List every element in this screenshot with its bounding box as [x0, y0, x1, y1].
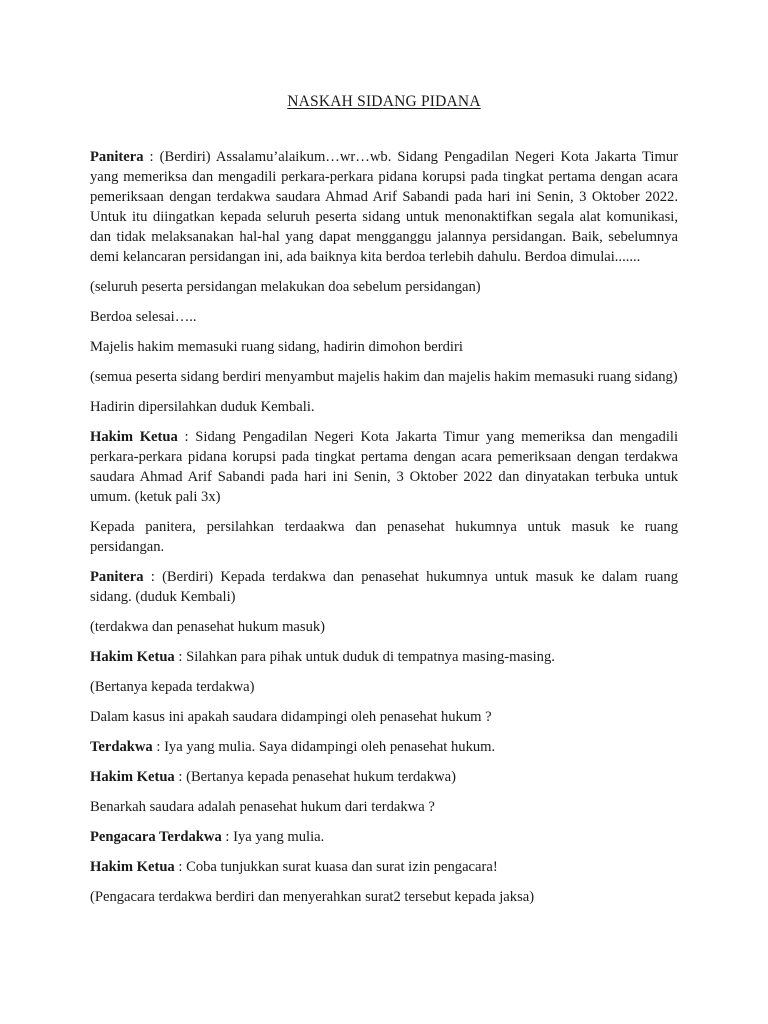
paragraph — [90, 767, 678, 787]
paragraph-text: : Iya yang mulia. Saya didampingi oleh penasehat hukum. — [152, 739, 496, 755]
paragraph-text: Hadirin dipersilahkan duduk Kembali. — [90, 399, 315, 415]
paragraph-text: : (Bertanya kepada penasehat hukum terdakwa) — [174, 769, 456, 785]
paragraph-text: : Coba tunjukkan surat kuasa dan surat izin pengacara! — [174, 859, 498, 875]
paragraph — [90, 617, 678, 637]
paragraph-text: Dalam kasus ini apakah saudara didampingi oleh penasehat hukum ? — [90, 709, 492, 725]
paragraph-text: (Pengacara terdakwa berdiri dan menyerahkan surat2 tersebut kepada jaksa) — [90, 889, 535, 905]
speaker-label: Panitera — [90, 569, 144, 585]
paragraph — [90, 517, 678, 557]
paragraph-text: (Bertanya kepada terdakwa) — [90, 679, 255, 695]
paragraph — [90, 647, 678, 667]
speaker-label: Hakim Ketua — [90, 769, 175, 785]
paragraph-text: Majelis hakim memasuki ruang sidang, hadirin dimohon berdiri — [90, 339, 463, 355]
paragraph-text: : Silahkan para pihak untuk duduk di tempatnya masing-masing. — [174, 649, 555, 665]
paragraph-text: (seluruh peserta persidangan melakukan doa sebelum persidangan) — [90, 279, 481, 295]
paragraph-text: (semua peserta sidang berdiri menyambut majelis hakim dan majelis hakim memasuki ruang sidang) — [90, 369, 678, 385]
paragraph — [90, 427, 678, 507]
paragraph — [90, 367, 678, 387]
paragraph — [90, 797, 678, 817]
paragraph-text: Kepada panitera, persilahkan terdaakwa dan penasehat hukumnya untuk masuk ke ruang persidangan. — [90, 519, 678, 555]
speaker-label: Pengacara Terdakwa — [90, 829, 222, 845]
paragraph-text: Berdoa selesai….. — [90, 309, 197, 325]
speaker-label: Panitera — [90, 149, 144, 165]
paragraph — [90, 857, 678, 877]
paragraph-text: : Sidang Pengadilan Negeri Kota Jakarta Timur yang memeriksa dan mengadili perkara-perkara pidana korupsi pada tingkat pertama dengan acara pemeriksaan dengan terdakwa saudara Ahmad Arif Sabandi pada hari ini Senin, 3 Oktober 2022 dan dinyatakan terbuka untuk umum. (ketuk pali 3x) — [90, 429, 678, 505]
paragraph — [90, 707, 678, 727]
paragraph — [90, 397, 678, 417]
paragraph — [90, 307, 678, 327]
paragraph-text: (terdakwa dan penasehat hukum masuk) — [90, 619, 326, 635]
paragraph — [90, 147, 678, 267]
paragraph-text: : (Berdiri) Kepada terdakwa dan penasehat hukumnya untuk masuk ke dalam ruang sidang. (duduk Kembali) — [90, 569, 678, 605]
paragraph — [90, 827, 678, 847]
paragraph — [90, 737, 678, 757]
paragraph-text: Benarkah saudara adalah penasehat hukum dari terdakwa ? — [90, 799, 435, 815]
speaker-label: Hakim Ketua — [90, 429, 178, 445]
document-title: NASKAH SIDANG PIDANA — [287, 93, 481, 110]
paragraph — [90, 337, 678, 357]
paragraph — [90, 277, 678, 297]
paragraph — [90, 887, 678, 907]
paragraph-text: : (Berdiri) Assalamu’alaikum…wr…wb. Sidang Pengadilan Negeri Kota Jakarta Timur yang memeriksa dan mengadili perkara-perkara pidana korupsi pada tingkat pertama dengan acara pemeriksaan dengan terdakwa saudara Ahmad Arif Sabandi pada hari ini Senin, 3 Oktober 2022. Untuk itu diingatkan kepada seluruh peserta sidang untuk menonaktifkan segala alat komunikasi, dan tidak melaksanakan hal-hal yang dapat mengganggu jalannya persidangan. Baik, sebelumnya demi kelancaran persidangan ini, ada baiknya kita berdoa terlebih dahulu. Berdoa dimulai....... — [90, 149, 678, 265]
paragraph — [90, 677, 678, 697]
paragraph — [90, 567, 678, 607]
speaker-label: Hakim Ketua — [90, 859, 175, 875]
speaker-label: Terdakwa — [90, 739, 153, 755]
paragraph-text: : Iya yang mulia. — [221, 829, 325, 845]
speaker-label: Hakim Ketua — [90, 649, 175, 665]
